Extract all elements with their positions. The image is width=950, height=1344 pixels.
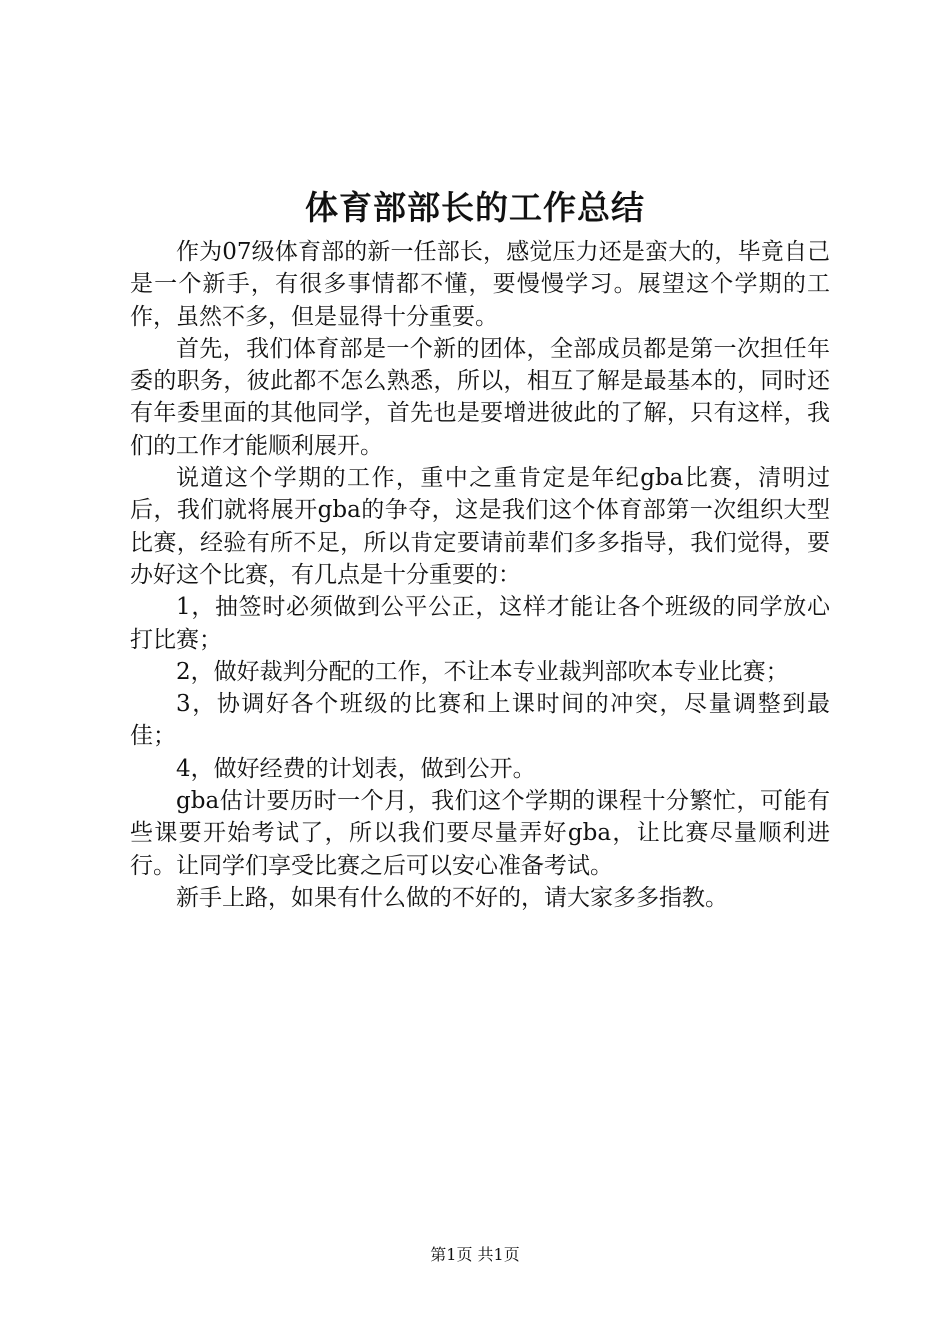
page-footer: 第1页 共1页 bbox=[430, 1245, 520, 1264]
paragraph-schedule: gba估计要历时一个月，我们这个学期的课程十分繁忙，可能有些课要开始考试了，所以我们要尽量弄好gba，让比赛尽量顺利进行。让同学们享受比赛之后可以安心准备考试。 bbox=[130, 788, 830, 879]
paragraph-team: 首先，我们体育部是一个新的团体，全部成员都是第一次担任年委的职务，彼此都不怎么熟悉，所以，相互了解是最基本的，同时还有年委里面的其他同学，首先也是要增进彼此的了解，只有这样，我们的工作才能顺利展开。 bbox=[130, 335, 830, 459]
paragraph-gba: 说道这个学期的工作，重中之重肯定是年纪gba比赛，清明过后，我们就将展开gba的争夺，这是我们这个体育部第一次组织大型比赛，经验有所不足，所以肯定要请前辈们多多指导，我们觉得，要办好这个比赛，有几点是十分重要的： bbox=[130, 465, 830, 588]
list-item-point-4: 4，做好经费的计划表，做到公开。 bbox=[176, 755, 536, 782]
list-item-point-3: 3，协调好各个班级的比赛和上课时间的冲突，尽量调整到最佳； bbox=[130, 691, 830, 750]
list-item-point-2: 2，做好裁判分配的工作，不让本专业裁判部吹本专业比赛； bbox=[176, 658, 789, 685]
paragraph-closing: 新手上路，如果有什么做的不好的，请大家多多指教。 bbox=[176, 884, 728, 911]
document-title: 体育部部长的工作总结 bbox=[305, 188, 645, 227]
list-item-point-1: 1，抽签时必须做到公平公正，这样才能让各个班级的同学放心打比赛； bbox=[130, 594, 830, 653]
document-body bbox=[130, 236, 830, 914]
paragraph-intro: 作为07级体育部的新一任部长，感觉压力还是蛮大的，毕竟自己是一个新手，有很多事情都不懂，要慢慢学习。展望这个学期的工作，虽然不多，但是显得十分重要。 bbox=[130, 239, 830, 330]
